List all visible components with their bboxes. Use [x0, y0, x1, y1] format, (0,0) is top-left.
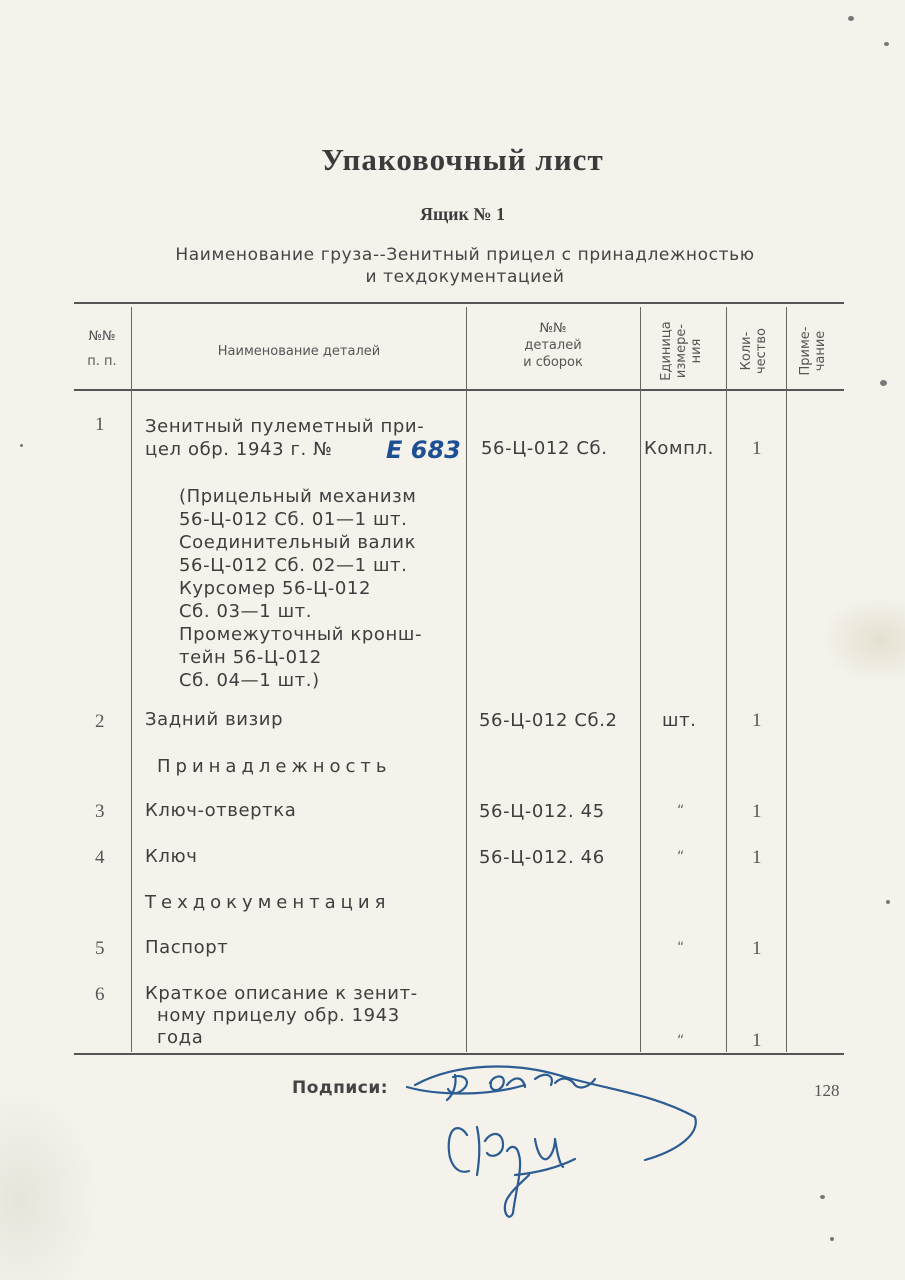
- handwritten-signature: [395, 1055, 705, 1225]
- column-divider: [786, 307, 787, 1052]
- paper-speck: [880, 380, 887, 386]
- cargo-line-1: Наименование груза--Зенитный прицел с принадлежностью: [175, 245, 755, 265]
- row-components: [179, 485, 422, 692]
- row-code: 56-Ц-012. 45: [479, 801, 605, 822]
- header-note-a: Приме-: [798, 326, 813, 376]
- row-number: 4: [95, 847, 106, 868]
- row-quantity: 1: [752, 438, 763, 459]
- row-unit-ditto: “: [677, 940, 685, 956]
- row-unit-ditto: “: [677, 803, 685, 819]
- paper-speck: [820, 1195, 825, 1199]
- row-quantity: 1: [752, 847, 763, 868]
- component-line: 56-Ц-012 Сб. 01—1 шт.: [179, 509, 408, 530]
- paper-speck: [20, 444, 23, 447]
- component-line: Промежуточный кронш-: [179, 624, 423, 645]
- header-note-b: чание: [813, 330, 828, 372]
- row-name: Ключ: [145, 846, 198, 867]
- row-number: 5: [95, 938, 106, 959]
- paper-speck: [886, 900, 890, 904]
- component-line: Сб. 03—1 шт.: [179, 601, 313, 622]
- row-name-line: Зенитный пулеметный при-: [145, 416, 425, 437]
- row-quantity: 1: [752, 1030, 763, 1051]
- row-code: 56-Ц-012 Сб.: [481, 438, 608, 459]
- row-unit-ditto: “: [677, 1033, 685, 1049]
- header-part-name: Наименование деталей: [217, 344, 381, 359]
- row-quantity: 1: [752, 938, 763, 959]
- row-name: Задний визир: [145, 709, 284, 730]
- component-line: Курсомер 56-Ц-012: [179, 578, 371, 599]
- header-num-b: п. п.: [87, 354, 117, 369]
- header-qty-b: чество: [754, 328, 769, 375]
- page-number: 128: [814, 1081, 840, 1100]
- paper-speck: [848, 16, 854, 21]
- header-quantity: [739, 312, 773, 390]
- row-unit-ditto: “: [677, 849, 685, 865]
- row-name: [145, 983, 418, 1049]
- paper-speck: [884, 42, 889, 46]
- row-number: 2: [95, 711, 106, 732]
- component-line: (Прицельный механизм: [179, 486, 417, 507]
- component-line: Сб. 04—1 шт.): [179, 670, 320, 691]
- row-name: Ключ-отвертка: [145, 800, 297, 821]
- component-line: Соединительный валик: [179, 532, 417, 553]
- row-code: 56-Ц-012 Сб.2: [479, 710, 618, 731]
- header-code-c: и сборок: [523, 355, 583, 370]
- cargo-description: [110, 244, 820, 288]
- header-unit-a: Единица: [659, 321, 674, 381]
- paper-speck: [830, 1237, 834, 1241]
- row-quantity: 1: [752, 710, 763, 731]
- row-name: [145, 415, 424, 461]
- row-name: Паспорт: [145, 937, 229, 958]
- header-row-number: [74, 324, 130, 374]
- row-quantity: 1: [752, 801, 763, 822]
- cargo-line-2: и техдокументацией: [365, 267, 565, 287]
- row-name-line: [145, 438, 424, 461]
- header-code-a: №№: [539, 321, 567, 336]
- row-unit: шт.: [662, 710, 697, 731]
- table-header-rule: [74, 389, 844, 391]
- column-divider: [131, 307, 132, 1052]
- header-qty-a: Коли-: [739, 331, 754, 371]
- header-part-code: [467, 320, 639, 371]
- header-unit-c: ния: [689, 338, 704, 364]
- component-line: тейн 56-Ц-012: [179, 647, 322, 668]
- page-title: Упаковочный лист: [321, 142, 604, 177]
- header-num-a: №№: [88, 329, 116, 344]
- header-note: [798, 312, 832, 390]
- header-unit-b: измере-: [674, 323, 689, 379]
- column-divider: [466, 307, 467, 1052]
- row-name-line: Краткое описание к зенит-: [145, 983, 418, 1004]
- column-divider: [640, 307, 641, 1052]
- row-number: 3: [95, 801, 106, 822]
- signatures-label: Подписи:: [292, 1078, 389, 1098]
- table-top-rule: [74, 302, 844, 304]
- section-heading-documentation: Техдокументация: [145, 892, 391, 913]
- box-label: Ящик № 1: [419, 204, 506, 224]
- row-number: 6: [95, 984, 106, 1005]
- header-code-b: деталей: [524, 338, 582, 353]
- component-line: 56-Ц-012 Сб. 02—1 шт.: [179, 555, 408, 576]
- row-name-line: ному прицелу обр. 1943: [157, 1005, 400, 1026]
- section-heading-accessories: Принадлежность: [157, 756, 392, 777]
- row-number: 1: [95, 414, 106, 435]
- row-name-line: года: [157, 1027, 204, 1048]
- row-code: 56-Ц-012. 46: [479, 847, 605, 868]
- row-name-line-text: цел обр. 1943 г. №: [145, 439, 333, 460]
- row-unit: Компл.: [644, 438, 714, 459]
- column-divider: [726, 307, 727, 1052]
- header-unit: [659, 311, 707, 391]
- handwritten-serial-number: E 683: [386, 436, 461, 464]
